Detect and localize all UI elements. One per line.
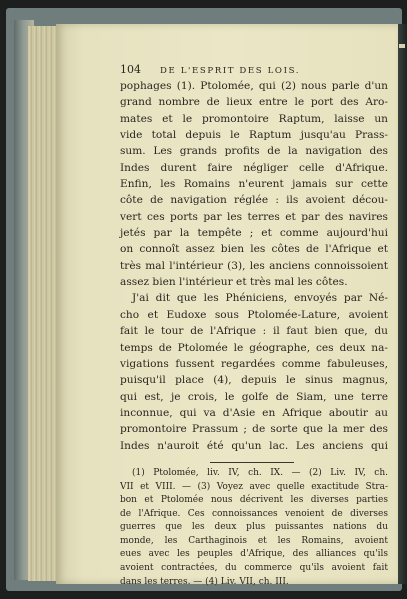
footnote-line: bon et Ptolomée nous décrivent les diverses parties (120, 495, 388, 506)
page-content (120, 62, 388, 589)
text-line: très mal l'intérieur (3), les anciens connoissoient (120, 259, 388, 272)
footnote-rule (210, 462, 294, 463)
text-line: mates et le promontoire Raptum, laisse un (120, 112, 388, 125)
text-line: vide total depuis le Raptum jusqu'au Prass- (120, 129, 388, 142)
text-line: puisqu'il place (4), depuis le sinus magnus, (120, 374, 388, 387)
text-line: cho et Eudoxe sous Ptolomée-Lature, avoient (120, 308, 388, 321)
page-header (120, 62, 388, 78)
page-edges (28, 26, 58, 581)
page-number: 104 (120, 63, 141, 76)
text-line: côte de navigation réglée : ils avoient décou- (120, 194, 388, 207)
text-line: grand nombre de lieux entre le port des Aro- (120, 96, 388, 109)
text-line: Indes durent faire négliger celle d'Afrique. (120, 161, 388, 174)
text-line: temps de Ptolomée le géographe, ces deux na- (120, 341, 388, 354)
text-line: Indes n'auroit été qu'un lac. Les anciens qui (120, 439, 388, 452)
text-line: Enfin, les Romains n'eurent jamais sur cette (120, 178, 388, 191)
body-text (120, 78, 388, 454)
text-line: promontoire Prassum ; de sorte que la mer des (120, 423, 388, 436)
footnote-line: eues avec les peuples d'Afrique, des alliances qu'ils (120, 549, 388, 560)
footnote-line: guerres que les deux plus puissantes nations du (120, 522, 388, 533)
text-line: on connoît assez bien les côtes de l'Afrique et (120, 243, 388, 256)
text-line: jetés par la tempête ; et comme aujourd'hui (120, 227, 388, 240)
footnote-line: VII et VIII. — (3) Voyez avec quelle exactitude Stra- (120, 481, 388, 492)
text-line: sum. Les grands profits de la navigation des (120, 145, 388, 158)
text-line: assez bien l'intérieur et très mal les côtes. (120, 276, 348, 289)
text-line: vert ces ports par les terres et par des navires (120, 210, 388, 223)
text-line: vigations fussent regardées comme fabuleuses, (120, 357, 388, 370)
text-line: qui est, je crois, le golfe de Siam, une terre (120, 390, 388, 403)
footnote-line: monde, les Carthaginois et les Romains, avoient (120, 535, 388, 546)
footnotes (120, 467, 388, 589)
running-head: DE L'ESPRIT DES LOIS. (160, 66, 301, 76)
text-line: inconnue, qui va d'Asie en Afrique aboutir au (120, 406, 388, 419)
text-line: fait le tour de l'Afrique : il faut bien que, du (120, 325, 388, 338)
footnote-line: de l'Afrique. Ces connoissances venoient de diverses (120, 508, 388, 519)
cover-edge (398, 24, 407, 584)
text-line: J'ai dit que les Phéniciens, envoyés par Né- (132, 292, 388, 305)
text-line: pophages (1). Ptolomée, qui (2) nous parle d'un (120, 80, 388, 92)
footnote-line: dans les terres. — (4) Liv. VII, ch. III. (120, 576, 289, 587)
footnote-line: avoient contractées, du commerce qu'ils avoient fait (120, 563, 388, 574)
page-marker (399, 44, 405, 48)
footnote-line: (1) Ptolomée, liv. IV, ch. IX. — (2) Liv. IV, ch. (132, 467, 388, 478)
